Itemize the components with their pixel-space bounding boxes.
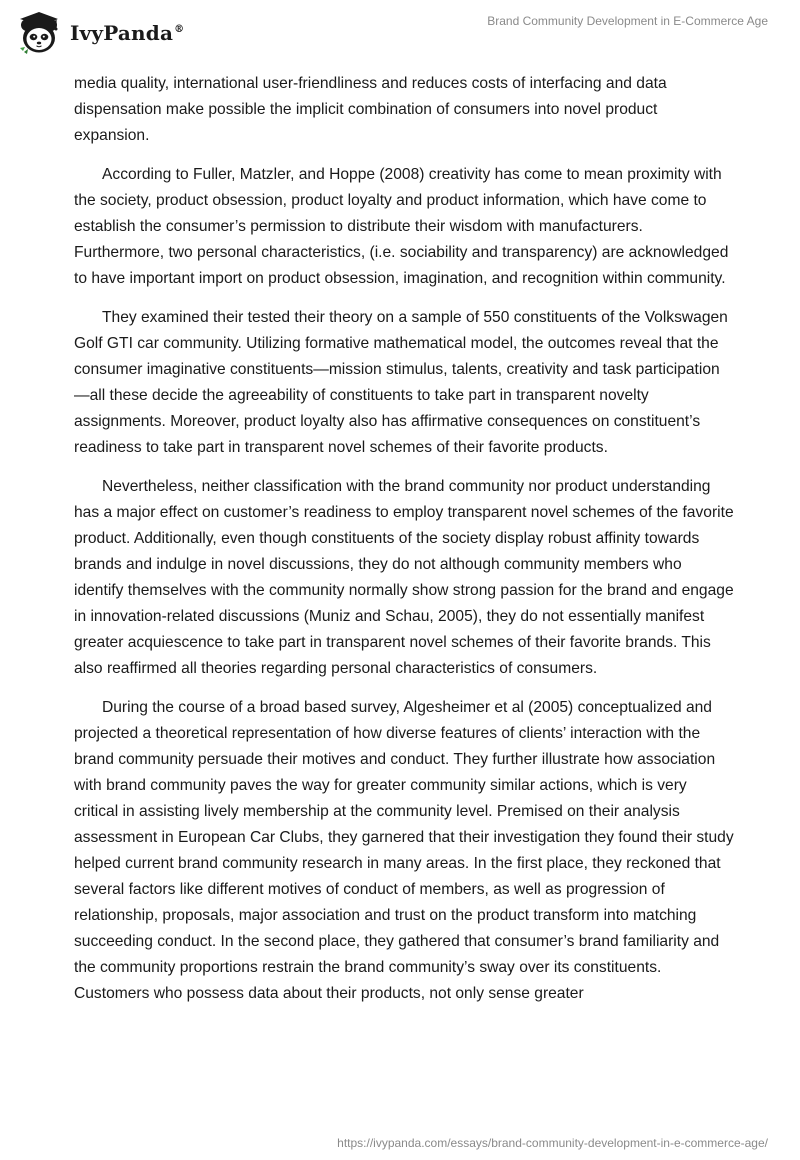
- paragraph-4: Nevertheless, neither classification with the brand community nor product understanding has a major effect on customer’s readiness to employ transparent novel schemes of the favorite product. Additionally, even though constituents of the society display robust affinity towards brands and indulge in novel discussions, they do not although community members who identify themselves with the community normally show strong passion for the brand and engage in innovation-related discussions (Muniz and Schau, 2005), they do not essentially manifest greater acquiescence to take part in transparent novel schemes of their favorite brands. This also reaffirmed all theories regarding personal characteristics of consumers.: [74, 478, 734, 677]
- paragraph-1: media quality, international user-friendliness and reduces costs of interfacing and data dispensation make possible the implicit combination of consumers into novel product expansion.: [74, 75, 667, 144]
- page-header: [0, 0, 800, 70]
- panda-graduate-icon: [14, 8, 64, 58]
- logo-wordmark: [70, 21, 184, 45]
- paragraph-3: They examined their tested their theory on a sample of 550 constituents of the Volkswagen Golf GTI car community. Utilizing formative mathematical model, the outcomes reveal that the consumer imaginative constituents—mission stimulus, talents, creativity and task participation—all these decide the agreeability of constituents to take part in transparent novelty assignments. Moreover, product loyalty also has affirmative consequences on constituent’s readiness to take part in transparent novel schemes of their favorite products.: [74, 309, 728, 456]
- logo-text: IvyPanda: [70, 21, 174, 45]
- essay-body: [74, 71, 734, 1020]
- source-url-link[interactable]: https://ivypanda.com/essays/brand-community-development-in-e-commerce-age/: [337, 1136, 768, 1150]
- registered-mark: ®: [174, 24, 185, 36]
- paragraph-2: According to Fuller, Matzler, and Hoppe (2008) creativity has come to mean proximity with the society, product obsession, product loyalty and product information, which have come to establish the consumer’s permission to distribute their wisdom with manufacturers. Furthermore, two personal characteristics, (i.e. sociability and transparency) are acknowledged to have important import on product obsession, imagination, and recognition within community.: [74, 166, 729, 287]
- document-title: Brand Community Development in E-Commerce Age: [487, 14, 768, 28]
- ivypanda-logo[interactable]: [14, 8, 184, 58]
- paragraph-5: During the course of a broad based survey, Algesheimer et al (2005) conceptualized and projected a theoretical representation of how diverse features of clients’ interaction with the brand community persuade their motives and conduct. They further illustrate how association with brand community paves the way for greater community similar actions, which is very critical in assisting lively membership at the community level. Premised on their analysis assessment in European Car Clubs, they garnered that their investigation they found their study helped current brand community research in many areas. In the first place, they reckoned that several factors like different motives of conduct of members, as well as progression of relationship, proposals, major association and trust on the product transform into matching succeeding conduct. In the second place, they gathered that consumer’s brand familiarity and the community proportions restrain the brand community’s sway over its constituents. Customers who possess data about their products, not only sense greater: [74, 699, 734, 1002]
